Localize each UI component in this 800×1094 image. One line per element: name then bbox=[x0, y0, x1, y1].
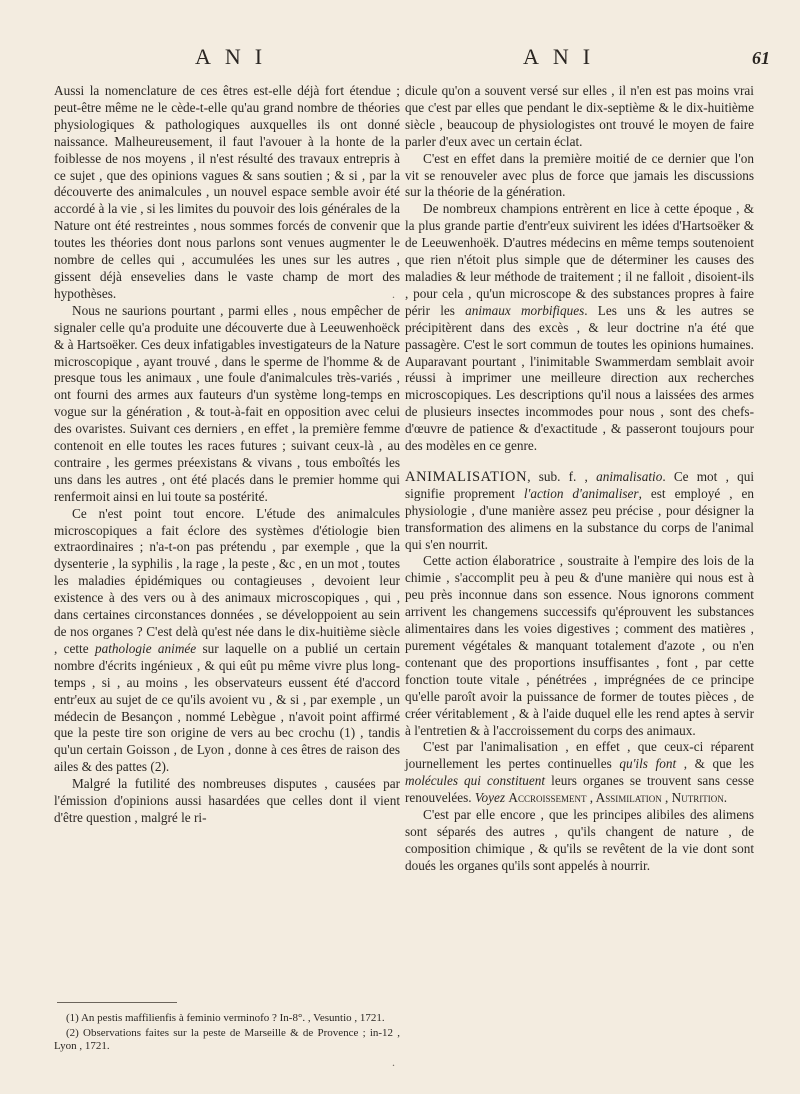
italic-text: molécules qui constituent bbox=[405, 773, 546, 789]
paragraph: Cette action élaboratrice , soustraite à l'empire des lois de la chimie , s'accomplit peu à peu & d'une manière qui nous est à peu près inconnue dans son essence. Nous ignorons comment arrivent les changemens successifs qu'éprouvent les substances alimentaires dans les voies digestives ; comment des matières , purement végétales & manquant totalement d'azote , ou n'en contenant que des proportions insuffisantes , font , par cette fonction toute vitale , pénétrées , imprégnées de ce principe qu'elle paroît avoir la puissance de former de toutes pièces , de créer véritablement , & à l'aide duquel elle les rend aptes à servir à l'entretien & à l'accroissement du corps des animaux. bbox=[405, 553, 754, 738]
page-number: 61 bbox=[752, 48, 770, 68]
paragraph: De nombreux champions entrèrent en lice à cette époque , & la plus grande partie d'entr'eux suivirent les idées d'Hartsoëker & de Leeuwenhoëk. D'autres médecins en même temps soutenoient que rien n'étoit plus simple que de déterminer les causes des maladies & leur méthode de traitement ; il ne falloit , disoient-ils , pour cela , qu'un microscope & des substances propres à faire périr les animaux morbifiques. Les uns & les autres se précipitèrent dans des excès , & leur doctrine n'a été que passagère. C'est le sort commun de toutes les opinions humaines. Auparavant pourtant , l'inimitable Swammerdam semblait avoir réussi à imprimer une meilleure direction aux recherches microscopiques. Les descriptions qu'il nous a laissées des armes de plusieurs insectes incommodes pour nous , sont des chefs-d'œuvre de patience & d'exactitude , & passeront toujours pour des modèles en ce genre. bbox=[405, 201, 754, 454]
entry-phrase: l'action d'animaliser bbox=[523, 485, 639, 501]
margin-mark: . bbox=[392, 1055, 395, 1069]
footnote: (2) Observations faites sur la peste de Marseille & de Provence ; in-12 , Lyon , 1721. bbox=[54, 1026, 400, 1052]
entry-latin: animalisatio bbox=[596, 468, 663, 484]
text: leurs organes se trouvent sans cesse renouvelées. bbox=[405, 773, 754, 806]
footnotes bbox=[54, 1012, 400, 1055]
left-column bbox=[54, 83, 400, 1051]
entry-text: . Ce mot , qui signifie proprement bbox=[405, 468, 755, 501]
see-also-label: Voyez bbox=[474, 790, 506, 806]
footnote: (1) An pestis maffilienfis à feminio verminofo ? In-8°. , Vesuntio , 1721. bbox=[66, 1012, 385, 1024]
footnote-rule bbox=[57, 1002, 177, 1003]
italic-text: pathologie animée bbox=[94, 640, 197, 656]
paragraph: Ce n'est point tout encore. L'étude des animalcules microscopiques a fait éclore des systèmes d'étiologie bien extraordinaires ; n'a-t-on pas prétendu , par exemple , que la dysenterie , la syphilis , la rage , la peste , &c , en un mot , toutes les maladies épidémiques ou contagieuses , devoient leur existence à des vers ou à des animaux microscopiques , qui , dans certaines circonstances données , se développoient au sein de nos organes ? C'est delà qu'est née dans le dix-huitième siècle , cette pathologie animée sur laquelle on a publié un certain nombre d'écrits ingénieux , & qui eût pu même vivre plus long-temps , si , au moins , les observateurs eussent été d'accord entr'eux au sujet de ce qu'ils avoient vu , & si , par exemple , un médecin de Besançon , nommé Lebègue , n'avoit point affirmé que la peste tire son origine de vers au bec crochu (1) , tandis qu'un certain Goisson , de Lyon , donne à ces êtres de raison des ailes & des pattes (2). bbox=[54, 505, 400, 775]
cross-references: Accroissement , Assimilation , Nutrition. bbox=[508, 790, 728, 806]
italic-text: animaux morbifiques bbox=[465, 302, 585, 318]
text: , & que les bbox=[683, 756, 754, 772]
header-center-title: ANI bbox=[523, 44, 605, 69]
dictionary-entry bbox=[405, 469, 754, 554]
paragraph bbox=[405, 739, 754, 807]
header-left-title: ANI bbox=[195, 44, 277, 69]
text: C'est par l'animalisation , en effet , que ceux-ci réparent journellement les pertes continuelles bbox=[405, 739, 754, 772]
paragraph: Malgré la futilité des nombreuses disputes , causées par l'émission d'opinions aussi hasardées que celles dont il vient d'être question , malgré le ri- bbox=[54, 776, 400, 825]
entry-term: ANIMALISATION bbox=[405, 468, 528, 485]
entry-abbrev: , sub. f. , bbox=[527, 468, 588, 484]
paragraph: dicule qu'on a souvent versé sur elles , il n'en est pas moins vrai que c'est par elles que pendant le dix-septième & le dix-huitième siècle , beaucoup de physiologistes ont trouvé le moyen de faire parler d'eux avec un certain éclat. bbox=[405, 83, 754, 149]
right-column bbox=[405, 83, 754, 1051]
italic-text: qu'ils font bbox=[619, 756, 677, 772]
paragraph: Aussi la nomenclature de ces êtres est-elle déjà fort étendue ; peut-être même ne le cède-t-elle qu'au grand nombre de théories physiologiques & pathologiques auxquelles ils ont donné naissance. Malheureusement, il faut l'avouer à la honte de la foiblesse de nos moyens , il n'est résulté des travaux entrepris à ce sujet , que des opinions vagues & sans soutien ; & si , par la découverte des animalcules , un nouvel espace semble avoir été accordé à la vie , si les limites du pouvoir des lois générales de la Nature ont été restreintes , nous sommes forcés de convenir que toutes les théories dont nous parlons sont venues augmenter le nombre de celles qui , accumulées les unes sur les autres , gissent déjà ensevelies dans le vaste champ de mort des hypothèses. bbox=[54, 83, 400, 301]
paragraph: C'est en effet dans la première moitié de ce dernier que l'on vit se renouveler avec plus de force que jamais les discussions sur la théorie de la génération. bbox=[405, 150, 754, 200]
margin-mark: . bbox=[392, 287, 395, 301]
paragraph: C'est par elle encore , que les principes alibiles des alimens sont séparés des autres , qu'ils changent de nature , de composition chimique , & qu'ils se revêtent de la vie dont sont doués les organes qu'ils sont appelés à nourrir. bbox=[405, 807, 754, 873]
running-header bbox=[0, 44, 800, 84]
entry-text: , est employé , en physiologie , d'une manière assez peu précise , pour désigner la transformation des alimens en la substance du corps de l'animal qui s'en nourrit. bbox=[405, 485, 754, 552]
paragraph: Nous ne saurions pourtant , parmi elles , nous empêcher de signaler celle qu'a produite une découverte due à Leeuwenhoëck & à Hartsoëker. Ces deux infatigables investigateurs de la Nature microscopique , ayant trouvé , dans le sperme de l'homme & de presque tous les animaux , une foule d'animalcules très-variés , ont fourni des armes aux fauteurs d'un système long-temps en vogue sur la génération , & tout-à-fait en opposition avec celui des ovaristes. Suivant ces derniers , en effet , la première femme contenoit en elle toutes les races futures ; suivant ceux-là , au contraire , les germes préexistans & vivans , tous emboîtés les uns dans les autres , ont été placés dans le premier homme qui renfermoit ainsi en lui toute sa postérité. bbox=[54, 302, 400, 504]
